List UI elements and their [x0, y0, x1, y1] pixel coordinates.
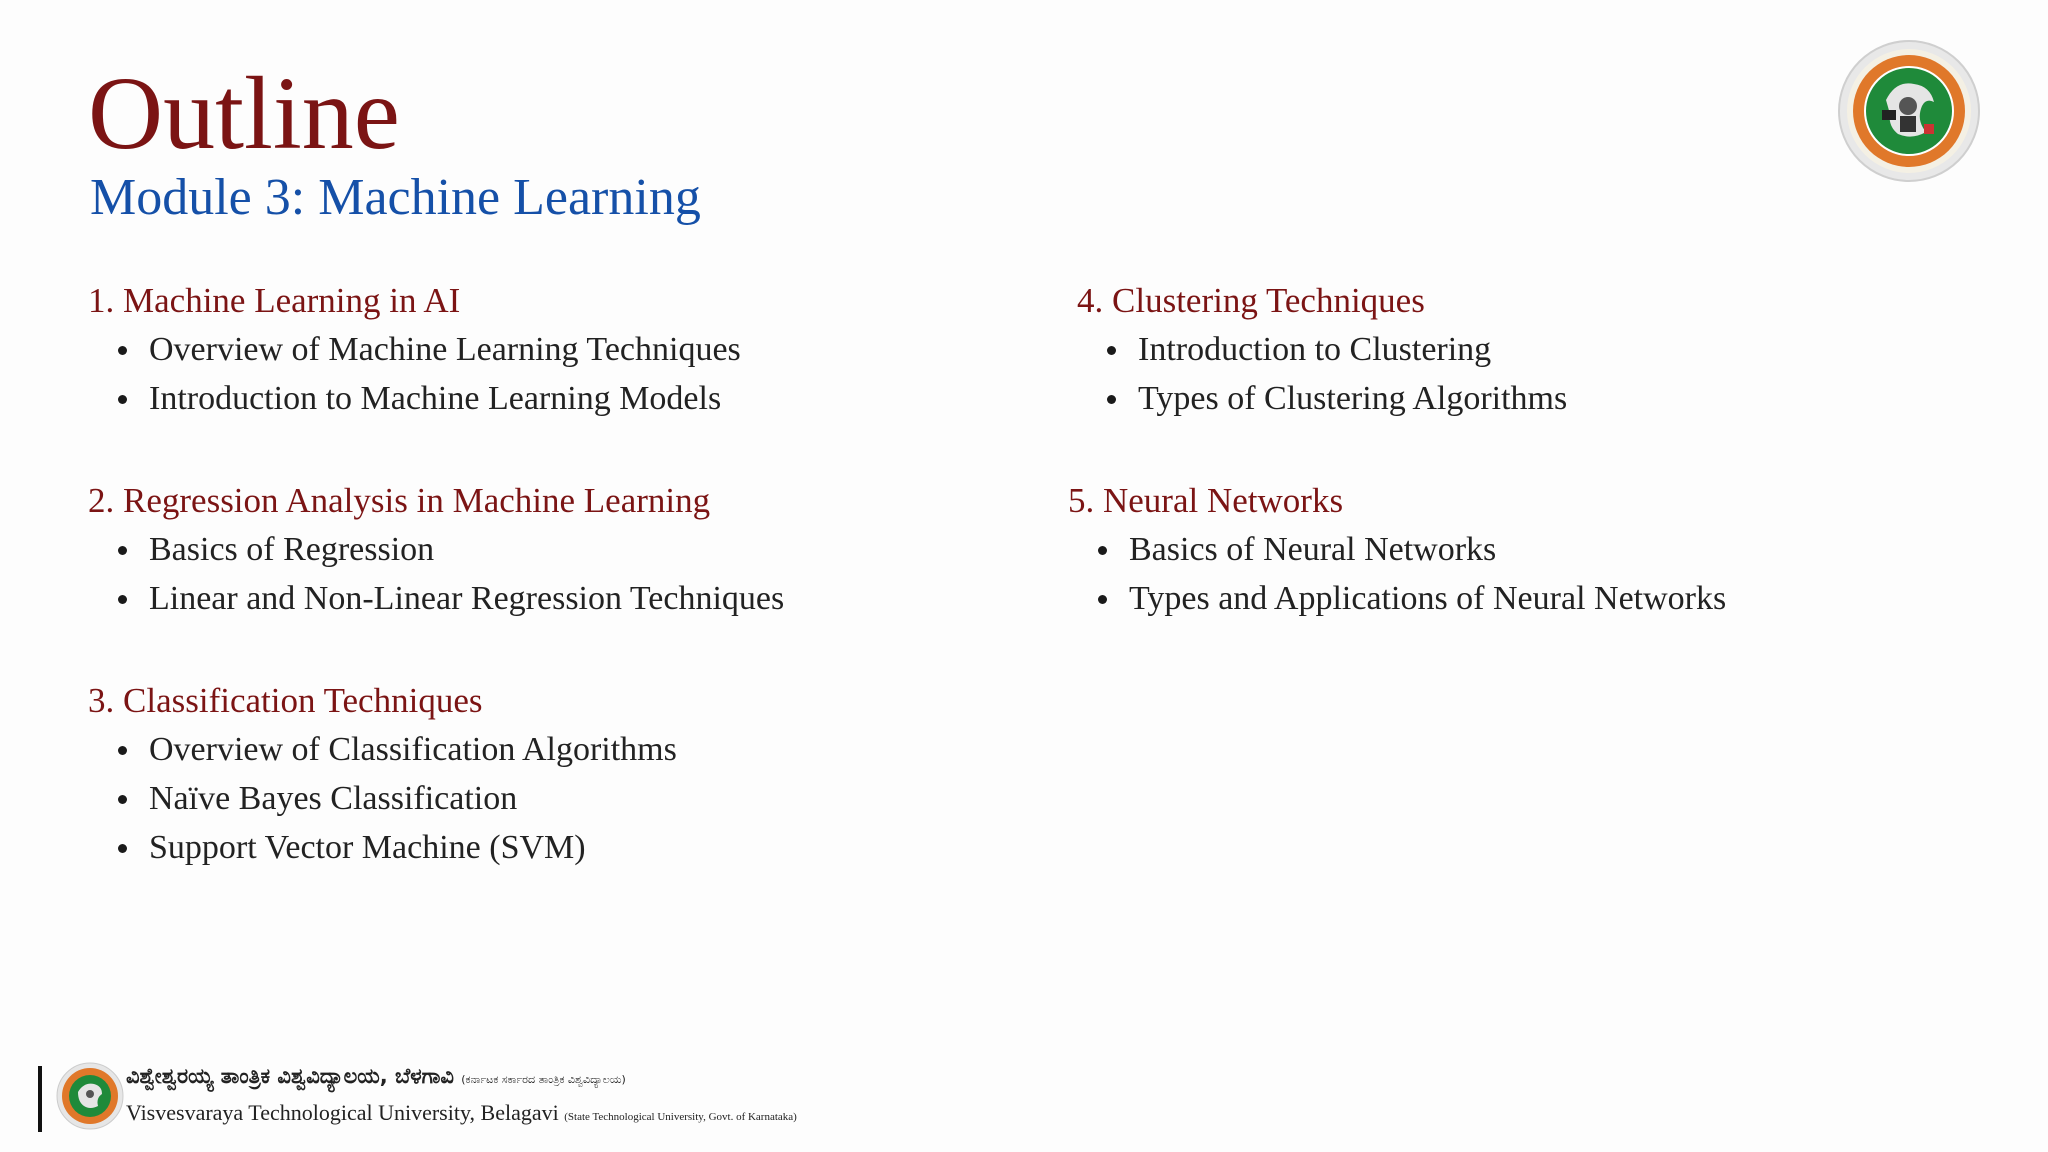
footer-kannada-name: ವಿಶ್ವೇಶ್ವರಯ್ಯ ತಾಂತ್ರಿಕ ವಿಶ್ವವಿದ್ಯಾಲಯ, ಬೆಳಗಾವಿ — [126, 1064, 454, 1088]
list-item-label: Overview of Classification Algorithms — [149, 731, 677, 768]
list-item — [1098, 574, 1726, 623]
bullet-icon — [1098, 595, 1107, 604]
list-item — [118, 574, 784, 623]
section-heading: 3. Classification Techniques — [88, 681, 483, 720]
list-item — [1107, 325, 1567, 374]
outline-section-4 — [1077, 277, 1567, 423]
list-item-label: Linear and Non-Linear Regression Techniques — [149, 580, 785, 617]
list-item — [118, 725, 677, 774]
list-item-label: Naïve Bayes Classification — [149, 780, 518, 817]
list-item — [118, 774, 677, 823]
bullet-icon — [118, 346, 127, 355]
outline-section-3 — [88, 677, 677, 872]
outline-section-5 — [1068, 477, 1726, 623]
section-heading: 4. Clustering Techniques — [1077, 281, 1425, 320]
list-item — [1098, 525, 1726, 574]
bullet-icon — [118, 595, 127, 604]
list-item-label: Basics of Neural Networks — [1129, 531, 1497, 568]
bullet-icon — [118, 746, 127, 755]
list-item — [118, 525, 784, 574]
list-item — [118, 325, 741, 374]
list-item — [118, 374, 741, 423]
bullet-icon — [1098, 546, 1107, 555]
bullet-icon — [118, 844, 127, 853]
footer-kannada-note: (ಕರ್ನಾಟಕ ಸರ್ಕಾರದ ತಾಂತ್ರಿಕ ವಿಶ್ವವಿದ್ಯಾಲಯ) — [461, 1073, 626, 1086]
section-heading: 5. Neural Networks — [1068, 481, 1344, 520]
list-item-label: Types of Clustering Algorithms — [1138, 380, 1568, 417]
list-item-label: Introduction to Clustering — [1138, 331, 1492, 368]
list-item-label: Support Vector Machine (SVM) — [149, 829, 586, 866]
list-item-label: Introduction to Machine Learning Models — [149, 380, 722, 417]
bullet-icon — [118, 395, 127, 404]
list-item — [1107, 374, 1567, 423]
list-item-label: Types and Applications of Neural Networks — [1129, 580, 1727, 617]
list-item-label: Basics of Regression — [149, 531, 435, 568]
slide-title: Outline — [88, 56, 400, 171]
bullet-icon — [118, 795, 127, 804]
outline-section-1 — [88, 277, 741, 423]
footer-kannada-line — [126, 1064, 626, 1089]
university-seal-icon — [56, 1062, 124, 1130]
outline-section-2 — [88, 477, 784, 623]
slide-subtitle: Module 3: Machine Learning — [90, 169, 701, 226]
section-heading: 1. Machine Learning in AI — [88, 281, 461, 320]
footer-divider — [38, 1066, 42, 1132]
bullet-icon — [1107, 346, 1116, 355]
bullet-icon — [118, 546, 127, 555]
university-seal-icon — [1838, 40, 1980, 182]
list-item — [118, 823, 677, 872]
list-item-label: Overview of Machine Learning Techniques — [149, 331, 741, 368]
section-heading: 2. Regression Analysis in Machine Learning — [88, 481, 711, 520]
footer-english-name: Visvesvaraya Technological University, Belagavi — [126, 1100, 559, 1125]
bullet-icon — [1107, 395, 1116, 404]
footer-english-line — [126, 1100, 797, 1126]
footer-english-note: (State Technological University, Govt. of Karnataka) — [564, 1111, 797, 1123]
